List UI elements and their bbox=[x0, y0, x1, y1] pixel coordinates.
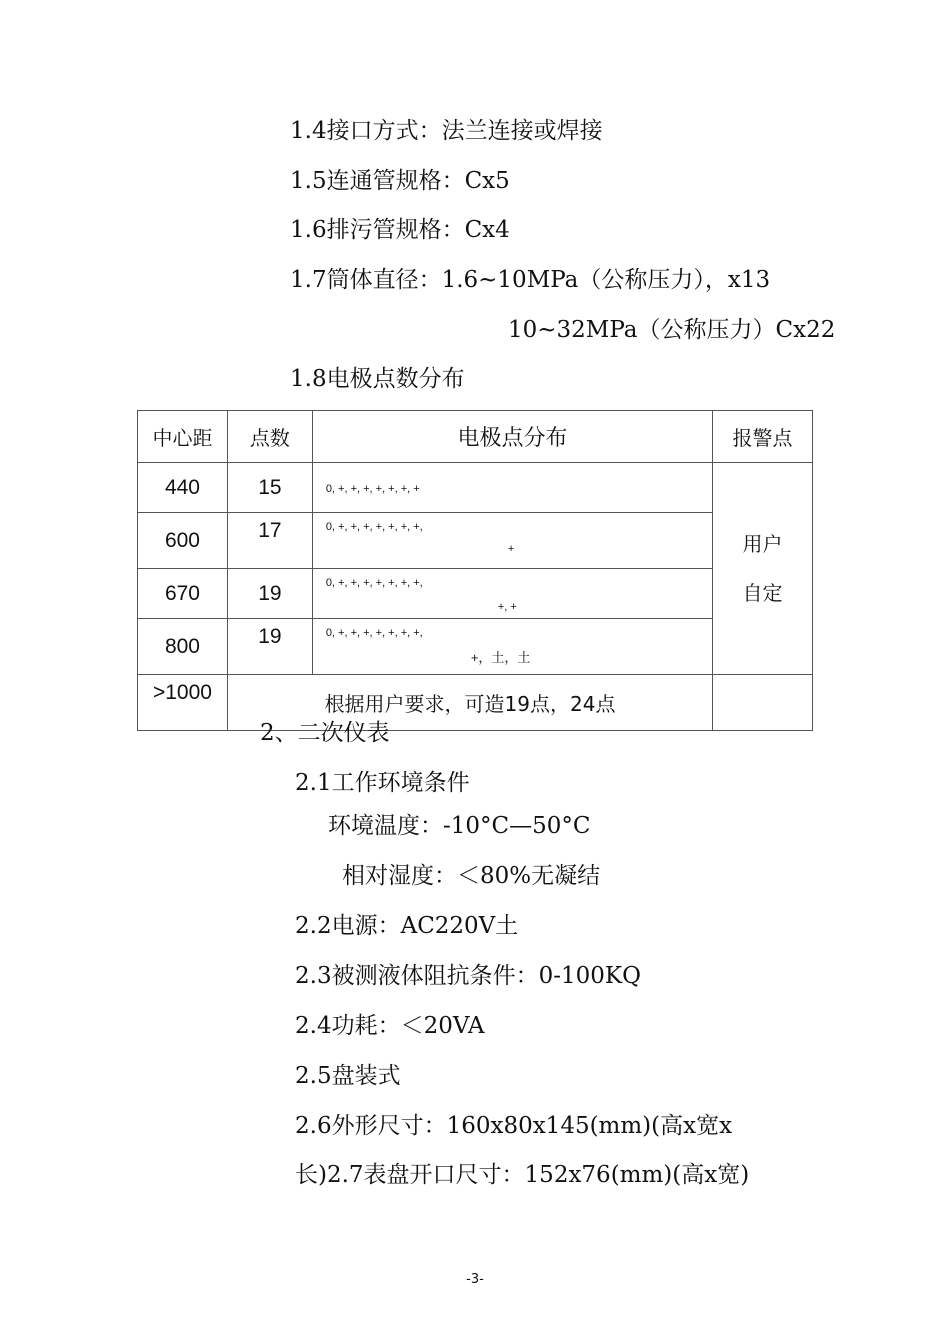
distribution-line: 0, +, +, +, +, +, +, +, bbox=[325, 521, 423, 533]
cell-count: 15 bbox=[227, 463, 312, 513]
spec-2-1: 2.1工作环境条件 bbox=[295, 770, 470, 796]
electrode-distribution-table bbox=[137, 410, 813, 731]
cell-count: 19 bbox=[227, 619, 312, 675]
table-row bbox=[138, 463, 813, 513]
distribution-line: 0, +, +, +, +, +, +, + bbox=[325, 483, 420, 495]
alarm-line-2: 自定 bbox=[742, 580, 783, 605]
spec-2-3: 2.3被测液体阻抗条件：0-100KQ bbox=[295, 963, 641, 989]
header-alarm-point: 报警点 bbox=[713, 411, 813, 463]
spec-temperature: 环境温度：-10°C—50°C bbox=[328, 813, 591, 839]
cell-distribution bbox=[312, 513, 712, 569]
distribution-line: 0, +, +, +, +, +, +, +, bbox=[325, 577, 423, 589]
spec-2-2: 2.2电源：AC220V土 bbox=[295, 913, 519, 939]
spec-1-8: 1.8电极点数分布 bbox=[290, 366, 465, 392]
spec-2-7: 长)2.7表盘开口尺寸：152x76(mm)(高x宽) bbox=[295, 1162, 750, 1188]
section-2-title: 2、二次仪表 bbox=[260, 720, 390, 746]
table-header-row bbox=[138, 411, 813, 463]
spec-2-4: 2.4功耗：＜20VA bbox=[295, 1013, 485, 1039]
header-center-distance: 中心距 bbox=[138, 411, 228, 463]
cell-alarm bbox=[713, 463, 813, 675]
cell-distance: 800 bbox=[138, 619, 228, 675]
header-electrode-distribution: 电极点分布 bbox=[312, 411, 712, 463]
cell-distribution bbox=[312, 619, 712, 675]
table-row bbox=[138, 675, 813, 731]
cell-distance: >1000 bbox=[138, 675, 228, 731]
table-row bbox=[138, 569, 813, 619]
table-row bbox=[138, 513, 813, 569]
cell-empty bbox=[713, 675, 813, 731]
cell-distribution bbox=[312, 463, 712, 513]
spec-1-7-line1: 1.7筒体直径：1.6~10MPa（公称压力），x13 bbox=[290, 267, 771, 293]
distribution-line-continued: +，土，土 bbox=[470, 650, 531, 665]
cell-distance: 600 bbox=[138, 513, 228, 569]
alarm-line-1: 用户 bbox=[742, 531, 783, 556]
cell-note: 根据用户要求，可造19点，24点 bbox=[227, 675, 712, 731]
distribution-line-continued: + bbox=[507, 543, 515, 555]
cell-count: 19 bbox=[227, 569, 312, 619]
spec-2-5: 2.5盘装式 bbox=[295, 1063, 401, 1089]
spec-2-6: 2.6外形尺寸：160x80x145(mm)(高x宽x bbox=[295, 1113, 733, 1139]
distribution-line-continued: +, + bbox=[497, 601, 517, 613]
cell-count: 17 bbox=[227, 513, 312, 569]
spec-humidity: 相对湿度：＜80%无凝结 bbox=[342, 863, 601, 889]
spec-1-5: 1.5连通管规格：Cx5 bbox=[290, 168, 510, 194]
spec-1-4: 1.4接口方式：法兰连接或焊接 bbox=[290, 118, 603, 144]
cell-distribution bbox=[312, 569, 712, 619]
cell-distance: 440 bbox=[138, 463, 228, 513]
spec-1-7-line2: 10~32MPa（公称压力）Cx22 bbox=[508, 317, 836, 343]
spec-1-6: 1.6排污管规格：Cx4 bbox=[290, 217, 510, 243]
header-point-count: 点数 bbox=[227, 411, 312, 463]
cell-distance: 670 bbox=[138, 569, 228, 619]
table-row bbox=[138, 619, 813, 675]
distribution-line: 0, +, +, +, +, +, +, +, bbox=[325, 627, 423, 639]
page-number: -3- bbox=[466, 1272, 484, 1287]
